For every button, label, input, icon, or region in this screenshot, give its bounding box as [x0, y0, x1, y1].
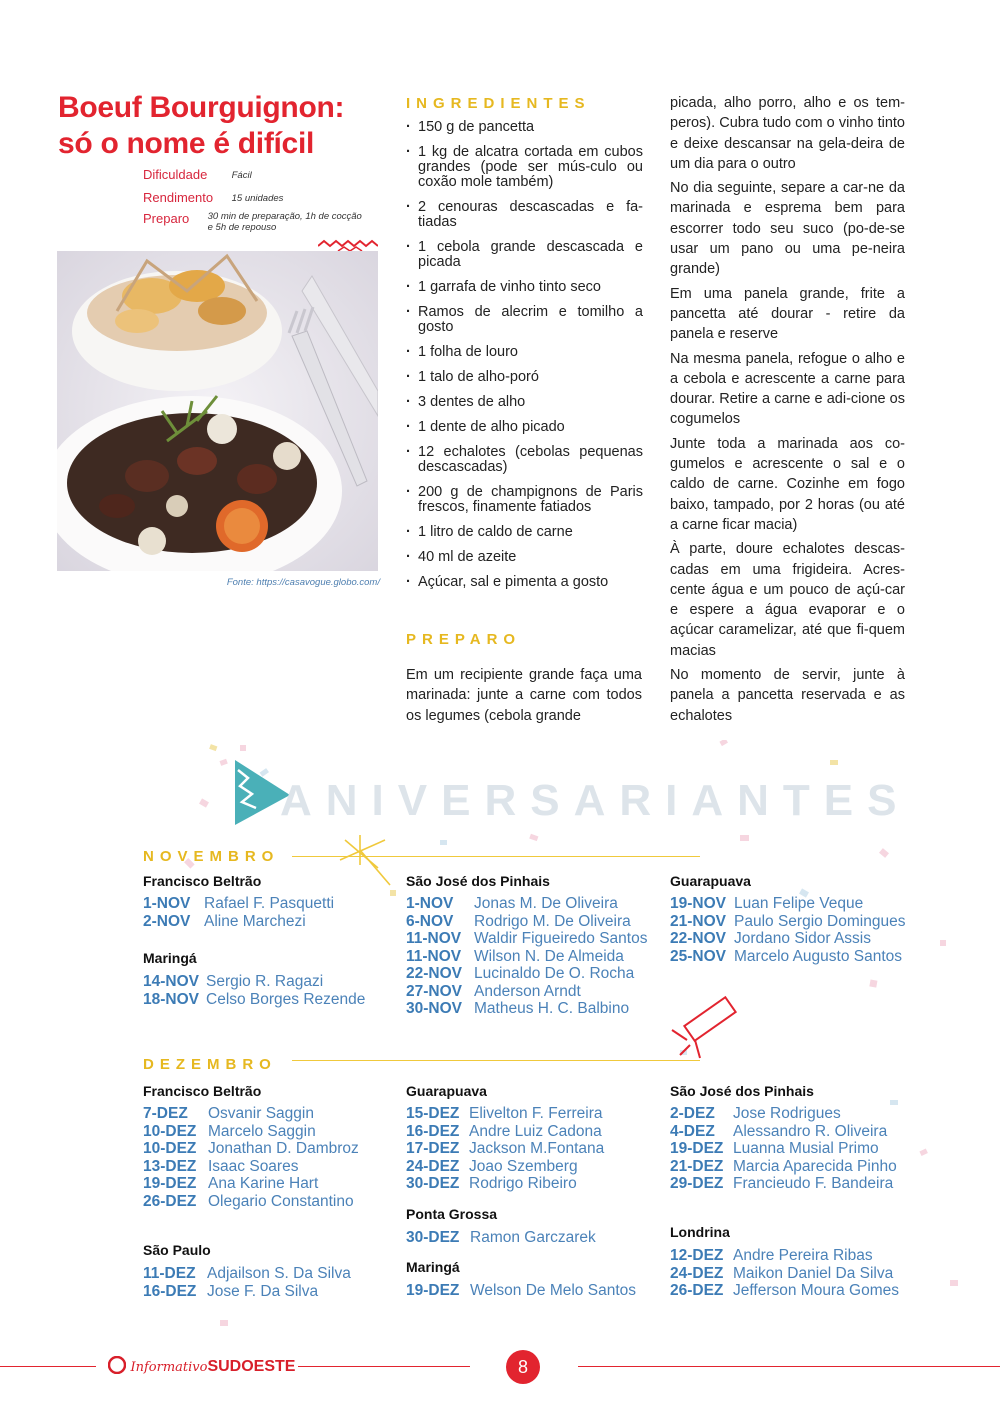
- birthday-name: Aline Marchezi: [204, 912, 306, 930]
- birthday-entry: [143, 913, 334, 931]
- birthday-name: Luan Felipe Veque: [734, 895, 864, 912]
- birthday-date: 21-DEZ: [670, 1157, 724, 1175]
- birthday-list: [143, 1105, 359, 1210]
- footer-line-mid: [298, 1366, 470, 1367]
- birthday-name: Jonathan D. Dambroz: [208, 1140, 359, 1157]
- birthday-entry: [143, 1283, 351, 1301]
- birthday-entry: [670, 1123, 897, 1141]
- birthday-date: 10-DEZ: [143, 1140, 197, 1157]
- sparkle-icon: [340, 835, 390, 885]
- ingredient-item: · 200 g de champignons de Paris frescos, finamente fatiados: [406, 485, 643, 515]
- party-popper-icon: [672, 997, 736, 1058]
- birthday-name: Olegario Constantino: [208, 1192, 354, 1210]
- birthday-entry: [406, 1140, 604, 1158]
- recipe-title-line2: só o nome é difícil: [58, 127, 315, 160]
- november-divider: [292, 856, 700, 857]
- birthday-name: Ana Karine Hart: [208, 1175, 319, 1192]
- prep-step: À parte, doure echalotes descas-cadas em uma frigideira. Acres-cente água e um pouco de açú-car e espere a água evaporar e o açúcar caramelizar, até que fi-quem macias: [670, 541, 905, 659]
- city-heading: Francisco Beltrão: [143, 1083, 262, 1099]
- birthday-entry: [406, 1175, 604, 1193]
- birthday-date: 29-DEZ: [670, 1175, 724, 1192]
- prep-time-row: [143, 211, 362, 233]
- birthday-date: 11-DEZ: [143, 1265, 196, 1282]
- birthday-date: 19-DEZ: [670, 1140, 724, 1157]
- prep-time-value-line1: 30 min de preparação, 1h de cocção: [207, 211, 362, 222]
- birthday-list: [406, 1282, 636, 1300]
- birthday-entry: [406, 1000, 647, 1018]
- ingredient-item: · 1 litro de caldo de carne: [406, 525, 643, 540]
- birthday-date: 15-DEZ: [406, 1105, 460, 1122]
- city-heading: Maringá: [406, 1259, 460, 1275]
- prep-time-label: Preparo: [143, 211, 190, 226]
- birthday-date: 22-NOV: [670, 930, 726, 947]
- birthday-list: [406, 895, 647, 1018]
- ingredients-list: [406, 120, 643, 600]
- birthday-date: 19-NOV: [670, 895, 726, 912]
- page-number: 8: [506, 1350, 540, 1384]
- birthday-entry: [670, 1282, 899, 1300]
- birthday-date: 6-NOV: [406, 912, 454, 930]
- birthday-entry: [670, 1140, 897, 1158]
- birthday-date: 1-NOV: [406, 895, 454, 912]
- birthday-name: Elivelton F. Ferreira: [469, 1105, 603, 1122]
- stew-bowl-illustration: [57, 251, 378, 571]
- birthday-entry: [406, 930, 647, 948]
- birthday-date: 16-DEZ: [406, 1122, 460, 1140]
- difficulty-label: Dificuldade: [143, 167, 208, 182]
- birthday-name: Rodrigo Ribeiro: [469, 1175, 577, 1192]
- birthday-entry: [143, 1158, 359, 1176]
- birthday-date: 13-DEZ: [143, 1157, 197, 1175]
- ingredient-item: · Açúcar, sal e pimenta a gosto: [406, 575, 643, 590]
- birthday-entry: [406, 913, 647, 931]
- birthday-name: Joao Szemberg: [469, 1157, 578, 1175]
- birthday-date: 24-DEZ: [406, 1157, 460, 1175]
- city-heading: São José dos Pinhais: [670, 1083, 814, 1099]
- ingredient-item: · 12 echalotes (cebolas pequenas descascadas): [406, 445, 643, 475]
- birthday-date: 25-NOV: [670, 947, 726, 965]
- birthday-date: 14-NOV: [143, 973, 199, 990]
- footer-line-right: [578, 1366, 1000, 1367]
- birthday-entry: [670, 1265, 899, 1283]
- birthday-name: Sergio R. Ragazi: [206, 973, 324, 990]
- city-heading: Guarapuava: [406, 1083, 487, 1099]
- ingredient-item: · 40 ml de azeite: [406, 550, 643, 565]
- ingredient-item: · 1 kg de alcatra cortada em cubos grandes (pode ser mús-culo ou coxão mole também): [406, 145, 643, 190]
- birthday-entry: [670, 930, 905, 948]
- wavy-decoration-icon: [318, 238, 378, 252]
- birthday-date: 1-NOV: [143, 895, 191, 912]
- birthday-name: Adjailson S. Da Silva: [207, 1265, 351, 1282]
- city-heading: Ponta Grossa: [406, 1206, 498, 1222]
- birthday-name: Alessandro R. Oliveira: [733, 1122, 888, 1140]
- city-heading: São José dos Pinhais: [406, 873, 550, 889]
- birthday-name: Jose Rodrigues: [733, 1105, 841, 1122]
- birthday-entry: [143, 1123, 359, 1141]
- birthday-date: 27-NOV: [406, 982, 462, 1000]
- birthday-list: [406, 1105, 604, 1193]
- birthday-name: Matheus H. C. Balbino: [474, 1000, 630, 1017]
- birthday-entry: [670, 1247, 899, 1265]
- december-divider: [292, 1060, 700, 1061]
- birthday-entry: [670, 948, 905, 966]
- ingredients-heading: INGREDIENTES: [406, 95, 591, 112]
- birthday-date: 18-NOV: [143, 990, 199, 1008]
- birthday-date: 11-NOV: [406, 930, 462, 947]
- yield-value: 15 unidades: [231, 193, 284, 204]
- prep-step: Junte toda a marinada aos co-gumelos e acrescente o sal e o caldo de carne. Cozinhe em fogo baixo, tampado, por 2 horas (ou até a carne ficar macia): [670, 435, 905, 533]
- birthday-entry: [670, 913, 905, 931]
- birthday-entry: [406, 895, 647, 913]
- city-heading: Londrina: [670, 1224, 730, 1240]
- footer-logo: [108, 1356, 295, 1376]
- prep-step: picada, alho porro, alho e os tem-peros). Cubra tudo com o vinho tinto e deixe descansar na gela-deira de um dia para o outro: [670, 95, 905, 172]
- birthday-name: Osvanir Saggin: [208, 1105, 314, 1122]
- ingredient-item: · 2 cenouras descascadas e fa-tiadas: [406, 200, 643, 230]
- birthday-entry: [143, 1193, 359, 1211]
- birthday-entry: [143, 1105, 359, 1123]
- birthday-entry: [670, 1105, 897, 1123]
- yield-row: [143, 190, 283, 205]
- birthday-name: Wilson N. De Almeida: [474, 947, 624, 965]
- birthday-date: 26-DEZ: [143, 1192, 197, 1210]
- birthday-name: Jefferson Moura Gomes: [733, 1282, 899, 1299]
- birthday-date: 26-DEZ: [670, 1282, 724, 1299]
- birthday-date: 22-NOV: [406, 965, 462, 982]
- birthday-date: 17-DEZ: [406, 1140, 460, 1157]
- birthday-entry: [143, 991, 365, 1009]
- birthday-list: [143, 973, 365, 1008]
- difficulty-value: Fácil: [231, 170, 252, 181]
- birthday-entry: [143, 1140, 359, 1158]
- birthday-date: 2-DEZ: [670, 1105, 715, 1122]
- birthday-list: [143, 1265, 351, 1300]
- birthday-name: Jonas M. De Oliveira: [474, 895, 618, 912]
- city-heading: Maringá: [143, 950, 197, 966]
- birthday-list: [143, 895, 334, 930]
- birthday-name: Jordano Sidor Assis: [734, 930, 871, 947]
- birthday-list: [670, 1247, 899, 1300]
- birthday-date: 24-DEZ: [670, 1264, 724, 1282]
- ingredient-item: · 1 garrafa de vinho tinto seco: [406, 280, 643, 295]
- logo-brand: SUDOESTE: [207, 1358, 296, 1375]
- ingredient-item: · 1 dente de alho picado: [406, 420, 643, 435]
- birthday-date: 30-DEZ: [406, 1229, 460, 1246]
- yield-label: Rendimento: [143, 190, 214, 205]
- birthday-date: 30-DEZ: [406, 1175, 460, 1192]
- ingredient-item: · 1 talo de alho-poró: [406, 370, 643, 385]
- ingredient-item: · 1 cebola grande descascada e picada: [406, 240, 643, 270]
- birthday-name: Welson De Melo Santos: [470, 1282, 636, 1299]
- birthday-date: 21-NOV: [670, 912, 726, 930]
- recipe-photo: [57, 251, 378, 571]
- swirl-logo-icon: [108, 1356, 126, 1374]
- birthday-name: Isaac Soares: [208, 1157, 299, 1175]
- birthday-entry: [406, 1123, 604, 1141]
- birthday-date: 4-DEZ: [670, 1122, 715, 1140]
- prep-text-col1: [406, 665, 642, 730]
- birthday-entry: [406, 1105, 604, 1123]
- birthday-entry: [406, 983, 647, 1001]
- birthday-entry: [406, 1158, 604, 1176]
- birthdays-title: ANIVERSARIANTES: [280, 776, 911, 825]
- prep-step: No dia seguinte, separe a car-ne da marinada e esprema bem para escorrer todo seu suco (po-de-se usar um pano ou uma pe-neira grande): [670, 180, 905, 278]
- ingredient-item: · 3 dentes de alho: [406, 395, 643, 410]
- birthday-date: 10-DEZ: [143, 1122, 197, 1140]
- birthday-entry: [406, 1229, 596, 1247]
- birthday-entry: [143, 1265, 351, 1283]
- city-heading: Francisco Beltrão: [143, 873, 262, 889]
- preparo-heading: PREPARO: [406, 631, 522, 648]
- recipe-title: [58, 90, 388, 162]
- birthday-name: Jackson M.Fontana: [469, 1140, 605, 1157]
- birthday-name: Rafael F. Pasquetti: [204, 895, 335, 912]
- photo-credit: Fonte: https://casavogue.globo.com/: [226, 577, 380, 588]
- birthday-date: 12-DEZ: [670, 1247, 724, 1264]
- prep-step: Na mesma panela, refogue o alho e a cebola e acrescente a carne para dourar. Retire a carne e adi-cione os cogumelos: [670, 350, 905, 428]
- birthday-name: Francieudo F. Bandeira: [733, 1175, 894, 1192]
- birthday-list: [406, 1229, 596, 1247]
- logo-script: Informativo: [130, 1360, 208, 1375]
- recipe-title-line1: Boeuf Bourguignon:: [58, 91, 345, 124]
- ingredient-item: · 1 folha de louro: [406, 345, 643, 360]
- prep-step: Em uma panela grande, frite a pancetta até dourar - retire da panela e reserve: [670, 285, 905, 343]
- birthday-name: Luanna Musial Primo: [733, 1140, 879, 1157]
- birthday-name: Jose F. Da Silva: [207, 1282, 319, 1300]
- birthday-entry: [670, 1175, 897, 1193]
- birthday-entry: [143, 895, 334, 913]
- birthday-name: Marcelo Saggin: [208, 1122, 316, 1140]
- birthday-date: 30-NOV: [406, 1000, 462, 1017]
- birthday-name: Rodrigo M. De Oliveira: [474, 912, 631, 930]
- birthday-date: 19-DEZ: [143, 1175, 197, 1192]
- birthday-entry: [670, 1158, 897, 1176]
- birthday-entry: [143, 973, 365, 991]
- birthday-name: Maikon Daniel Da Silva: [733, 1264, 894, 1282]
- ingredient-item: · 150 g de pancetta: [406, 120, 643, 135]
- birthday-entry: [406, 965, 647, 983]
- birthday-entry: [406, 948, 647, 966]
- birthday-name: Marcia Aparecida Pinho: [733, 1157, 897, 1175]
- city-heading: Guarapuava: [670, 873, 751, 889]
- birthday-name: Anderson Arndt: [474, 982, 581, 1000]
- city-heading: São Paulo: [143, 1242, 211, 1258]
- birthday-entry: [406, 1282, 636, 1300]
- prep-time-value: [208, 211, 362, 233]
- birthday-list: [670, 895, 905, 965]
- birthday-name: Andre Pereira Ribas: [733, 1247, 873, 1264]
- birthday-date: 19-DEZ: [406, 1282, 460, 1299]
- birthday-name: Waldir Figueiredo Santos: [474, 930, 648, 947]
- november-heading: NOVEMBRO: [143, 848, 280, 865]
- birthday-entry: [670, 895, 905, 913]
- birthday-date: 7-DEZ: [143, 1105, 188, 1122]
- birthday-name: Ramon Garczarek: [470, 1229, 596, 1246]
- birthday-name: Paulo Sergio Domingues: [734, 912, 906, 930]
- december-heading: DEZEMBRO: [143, 1056, 277, 1073]
- prep-step: No momento de servir, junte à panela a pancetta reservada e as echalotes: [670, 667, 905, 724]
- footer-line-left: [0, 1366, 96, 1367]
- birthday-name: Andre Luiz Cadona: [469, 1122, 602, 1140]
- birthday-date: 2-NOV: [143, 912, 191, 930]
- prep-text-col2: [670, 93, 905, 730]
- birthday-name: Lucinaldo De O. Rocha: [474, 965, 635, 982]
- ingredient-item: · Ramos de alecrim e tomilho a gosto: [406, 305, 643, 335]
- birthday-name: Celso Borges Rezende: [206, 990, 366, 1008]
- birthday-date: 16-DEZ: [143, 1282, 197, 1300]
- birthday-entry: [143, 1175, 359, 1193]
- birthday-list: [670, 1105, 897, 1193]
- prep-step: Em um recipiente grande faça uma marinada: junte a carne com todos os legumes (cebola grande: [406, 667, 642, 724]
- prep-time-value-line2: e 5h de repouso: [207, 222, 277, 233]
- birthday-date: 11-NOV: [406, 947, 462, 965]
- difficulty-row: [143, 167, 252, 182]
- birthday-name: Marcelo Augusto Santos: [734, 947, 903, 965]
